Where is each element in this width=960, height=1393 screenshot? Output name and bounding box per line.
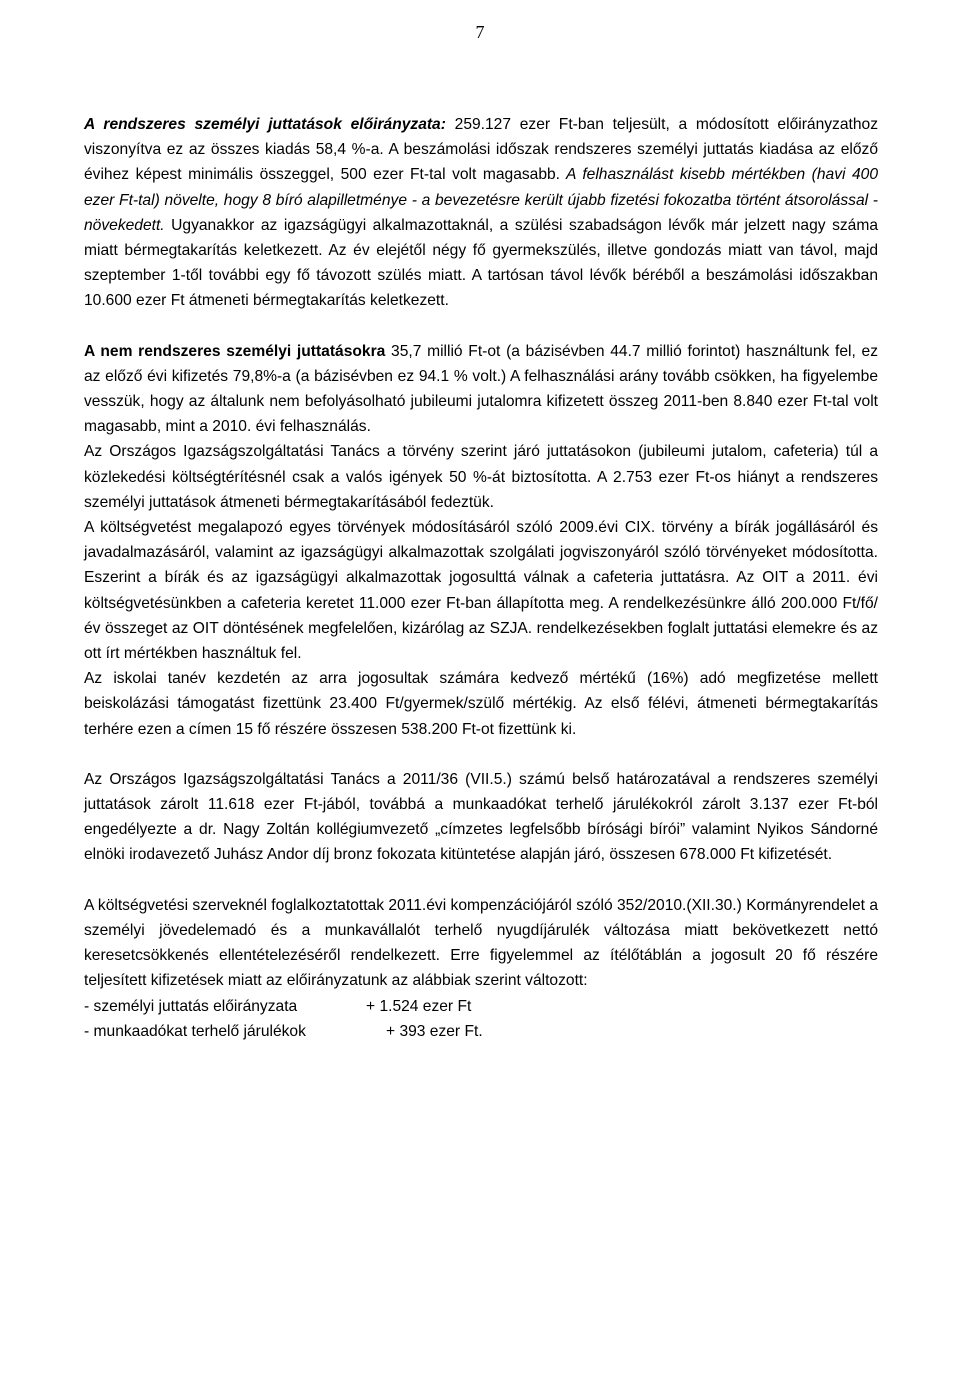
document-body [84,112,878,1044]
list-item-value: + 393 ezer Ft. [386,1022,483,1040]
text-span: 35,7 millió Ft-ot (a bázisévben 44.7 millió forintot) használtunk fel, ez az előző évi kifizetés 79,8%-a (a bázisévben ez 94.1 % volt.) A felhasználási arány tovább csökken, ha figyelembe vesszük, hogy az általunk nem befolyásolható jubileumi jutalomra kifizetett összeg 2011-ben 8.840 ezer Ft-tal volt magasabb, mint a 2010. évi felhasználás. [84,342,878,436]
list-item [84,1019,878,1044]
paragraph-oit-decision: Az Országos Igazságszolgáltatási Tanács a 2011/36 (VII.5.) számú belső határozatával a rendszeres személyi juttatások zárolt 11.618 ezer Ft-jából, továbbá a munkaadókat terhelő járulékokról zárolt 3.137 ezer Ft-ból engedélyezte a dr. Nagy Zoltán kollégiumvezető „címzetes legfelsőbb bírósági bírói” valamint Nyikos Sándorné elnöki irodavezető Juhász Andor díj bronz fokozata kitüntetése alapján járó, összesen 678.000 Ft kifizetését. [84,770,878,864]
text-span: Ugyanakkor az igazságügyi alkalmazottaknál, a szülési szabadságon lévők már jelzett nagy száma miatt bérmegtakarítás keletkezett. Az év elejétől négy fő gyermekszülés, illetve gondozás miatt van távol, majd szeptember 1-től további egy fő távozott szülés miatt. A tartósan távol lévők béréből a beszámolási időszakban 10.600 ezer Ft átmeneti bérmegtakarítás keletkezett. [84,216,878,310]
list-item-label: - személyi juttatás előirányzata [84,997,298,1015]
paragraph-school-support: Az iskolai tanév kezdetén az arra jogosultak számára kedvező mértékű (16%) adó megfizetése mellett beiskolázási támogatást fizettünk 23.400 Ft/gyermek/szülő mértékig. Az első félévi, átmeneti bérmegtakarítás terhére ezen a címen 15 fő részére összesen 538.200 Ft-ot fizettünk ki. [84,670,878,738]
list-item [84,994,878,1019]
page-number: 7 [475,22,485,42]
list-item-value: + 1.524 ezer Ft [366,997,472,1015]
text-span: 259.127 ezer Ft-ban teljesült, a módosított előirányzathoz viszonyítva ez az összes kiadás 58,4 %-a. A beszámolási időszak rendszeres személyi juttatás kiadása az előző évihez képest minimális összeggel, 500 ezer Ft-tal volt magasabb. [84,116,878,184]
heading-non-regular-allowances: A nem rendszeres személyi juttatásokra [84,342,386,360]
list-item-label: - munkaadókat terhelő járulékok [84,1022,306,1040]
paragraph-gap [84,314,878,339]
paragraph-non-regular-allowances [84,339,878,440]
italic-text-span: A felhasználást kisebb mértékben (havi 400 ezer Ft-tal) növelte, hogy 8 bíró alapilletménye - a bevezetésre került újabb fizetési fokozatba történt átsorolással - növekedett. [84,166,878,234]
paragraph-compensation: A költségvetési szerveknél foglalkoztatottak 2011.évi kompenzációjáról szóló 352/2010.(XII.30.) Kormányrendelet a személyi jövedelemadó és a munkavállalót terhelő nyugdíjárulék változása miatt bekövetkezett nettó keresetcsökkenés ellentételezéséről rendelkezett. Erre figyelemmel az ítélőtáblán a jogosult 20 fő részére teljesített kifizetések miatt az előirányzatunk az alábbiak szerint változott: [84,896,878,990]
paragraph-gap [84,868,878,893]
paragraph-personal-allowances [84,112,878,314]
paragraph-gap [84,742,878,767]
paragraph-budget-law: A költségvetést megalapozó egyes törvények módosításáról szóló 2009.évi CIX. törvény a bírák jogállásáról és javadalmazásáról, valamint az igazságügyi alkalmazottak szolgálati jogviszonyáról szóló törvényeket módosította. Eszerint a bírák és az igazságügyi alkalmazottak jogosulttá válnak a cafeteria juttatásra. Az OIT a 2011. évi költségvetésünkben a cafeteria keretet 11.000 ezer Ft-ban állapította meg. A rendelkezésünkre álló 200.000 Ft/fő/év összeget az OIT döntésének megfelelően, kizárólag az SZJA. rendelkezésekben foglalt juttatási elemekre és az ott írt mértékben használtuk fel. [84,519,878,663]
heading-regular-allowances: A rendszeres személyi juttatások előirányzata: [84,116,446,133]
paragraph-oit-allowances: Az Országos Igazságszolgáltatási Tanács a törvény szerint járó juttatásokon (jubileumi jutalom, cafeteria) túl a közlekedési költségtérítésnél csak a valós igények 50 %-át biztosította. A 2.753 ezer Ft-os hiányt a rendszeres személyi juttatások átmeneti bérmegtakarításából fedeztük. [84,443,878,511]
